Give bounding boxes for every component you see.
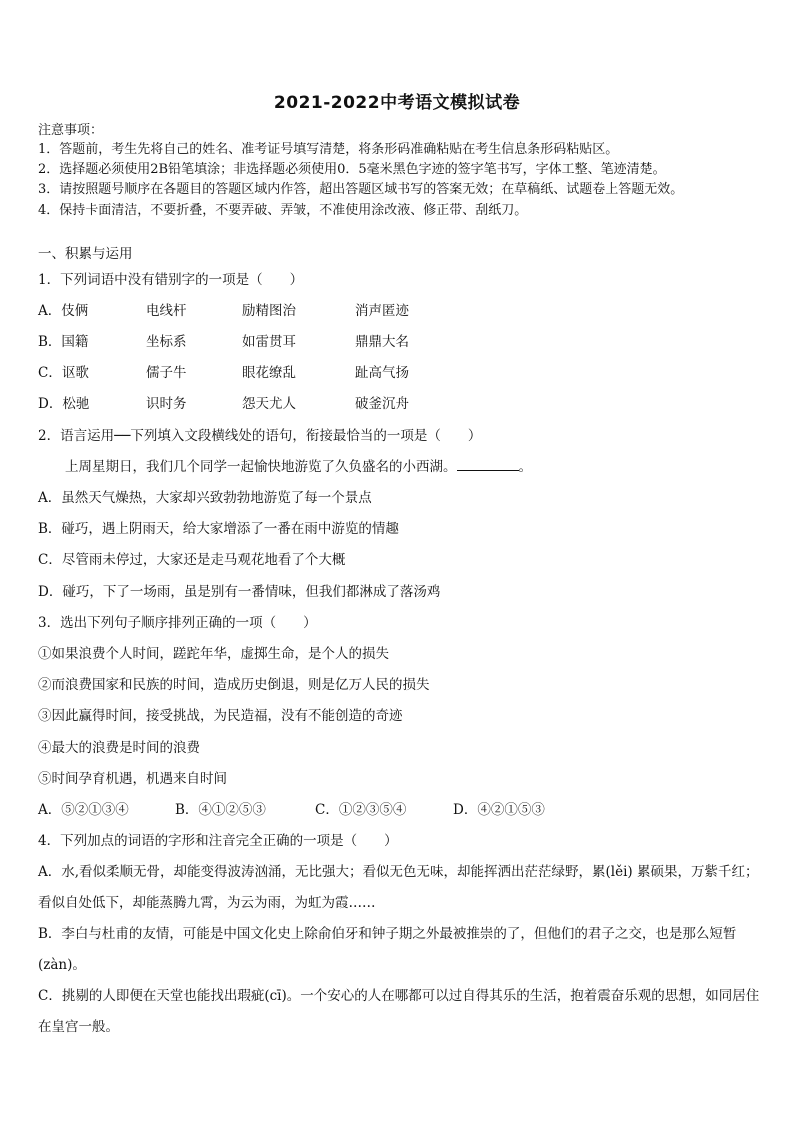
question-3-option-d: D．④②①⑤③ — [453, 802, 545, 818]
question-4-option-c: C．挑剔的人即便在天堂也能找出瑕疵(cī)。一个安心的人在哪都可以过自得其乐的生活，抱着震奋乐观的思想，如同居住在皇宫一般。 — [38, 988, 760, 1035]
option-label: C．讴歌 — [38, 365, 89, 381]
section-heading: 一、积累与运用 — [38, 246, 133, 262]
notice-heading: 注意事项： — [38, 123, 104, 138]
option-word: 坐标系 — [146, 334, 187, 350]
option-word: 电线杆 — [146, 303, 187, 319]
option-word: 鼎鼎大名 — [355, 334, 409, 350]
question-3-option-c: C．①②③⑤④ — [315, 802, 407, 818]
question-2-option-c: C．尽管雨未停过，大家还是走马观花地看了个大概 — [38, 552, 346, 568]
option-word: 儒子牛 — [146, 365, 187, 381]
option-word: 识时务 — [146, 396, 187, 412]
option-word: 消声匿迹 — [355, 303, 409, 319]
exam-title: 2021-2022中考语文模拟试卷 — [273, 93, 521, 113]
question-1-stem: 1．下列词语中没有错别字的一项是（ ） — [38, 272, 304, 288]
question-2-option-d: D．碰巧，下了一场雨，虽是别有一番情味，但我们都淋成了落汤鸡 — [38, 584, 441, 600]
option-word: 趾高气扬 — [355, 365, 409, 381]
question-3-option-b: B．④①②⑤③ — [175, 802, 266, 818]
question-2-option-b: B．碰巧，遇上阴雨天，给大家增添了一番在雨中游览的情趣 — [38, 521, 399, 537]
question-4-option-a: A．水,看似柔顺无骨，却能变得波涛汹涌，无比强大；看似无色无味，却能挥洒出茫茫绿野，累(lěi) 累硕果，万紫千红；看似自处低下，却能蒸腾九霄，为云为雨，为虹为霞…… — [38, 864, 759, 911]
option-label: B．国籍 — [38, 334, 89, 350]
question-3-sentence: ①如果浪费个人时间，蹉跎年华，虚掷生命，是个人的损失 — [38, 646, 389, 662]
notice-item: 4．保持卡面清洁，不要折叠，不要弄破、弄皱，不准使用涂改液、修正带、刮纸刀。 — [38, 203, 528, 218]
question-3-sentence: ⑤时间孕育机遇，机遇来自时间 — [38, 771, 227, 787]
option-word: 破釜沉舟 — [355, 396, 409, 412]
option-word: 励精图治 — [242, 303, 296, 319]
question-4-stem: 4．下列加点的词语的字形和注音完全正确的一项是（ ） — [38, 833, 398, 849]
question-3-sentence: ②而浪费国家和民族的时间，造成历史倒退，则是亿万人民的损失 — [38, 677, 430, 693]
question-2-passage — [65, 458, 532, 476]
notice-item: 1．答题前，考生先将自己的姓名、准考证号填写清楚，将条形码准确粘贴在考生信息条形码粘贴区。 — [38, 142, 619, 157]
question-2-stem: 2．语言运用──下列填入文段横线处的语句，衔接最恰当的一项是（ ） — [38, 428, 482, 444]
question-3-sentence: ④最大的浪费是时间的浪费 — [38, 740, 200, 756]
option-word: 怨天尤人 — [242, 396, 296, 412]
option-label: D．松驰 — [38, 396, 90, 412]
question-3-sentence: ③因此赢得时间，接受挑战，为民造福，没有不能创造的奇迹 — [38, 708, 403, 724]
option-label: A．伎俩 — [38, 303, 89, 319]
option-word: 如雷贯耳 — [242, 334, 296, 350]
passage-end: 。 — [518, 459, 532, 475]
passage-text: 上周星期日，我们几个同学一起愉快地游览了久负盛名的小西湖。 — [65, 459, 457, 475]
question-3-stem: 3．选出下列句子顺序排列正确的一项（ ） — [38, 615, 317, 631]
fill-blank — [457, 458, 519, 471]
question-3-option-a: A．⑤②①③④ — [38, 802, 129, 818]
question-2-option-a: A．虽然天气燥热，大家却兴致勃勃地游览了每一个景点 — [38, 490, 372, 506]
notice-item: 3．请按照题号顺序在各题目的答题区域内作答，超出答题区域书写的答案无效；在草稿纸、试题卷上答题无效。 — [38, 182, 684, 197]
question-4-option-b: B．李白与杜甫的友情，可能是中国文化史上除俞伯牙和钟子期之外最被推崇的了，但他们的君子之交，也是那么短暂(zàn)。 — [38, 926, 737, 973]
notice-item: 2．选择题必须使用2B铅笔填涂；非选择题必须使用0．5毫米黑色字迹的签字笔书写，字体工整、笔迹清楚。 — [38, 162, 666, 177]
option-word: 眼花缭乱 — [242, 365, 296, 381]
